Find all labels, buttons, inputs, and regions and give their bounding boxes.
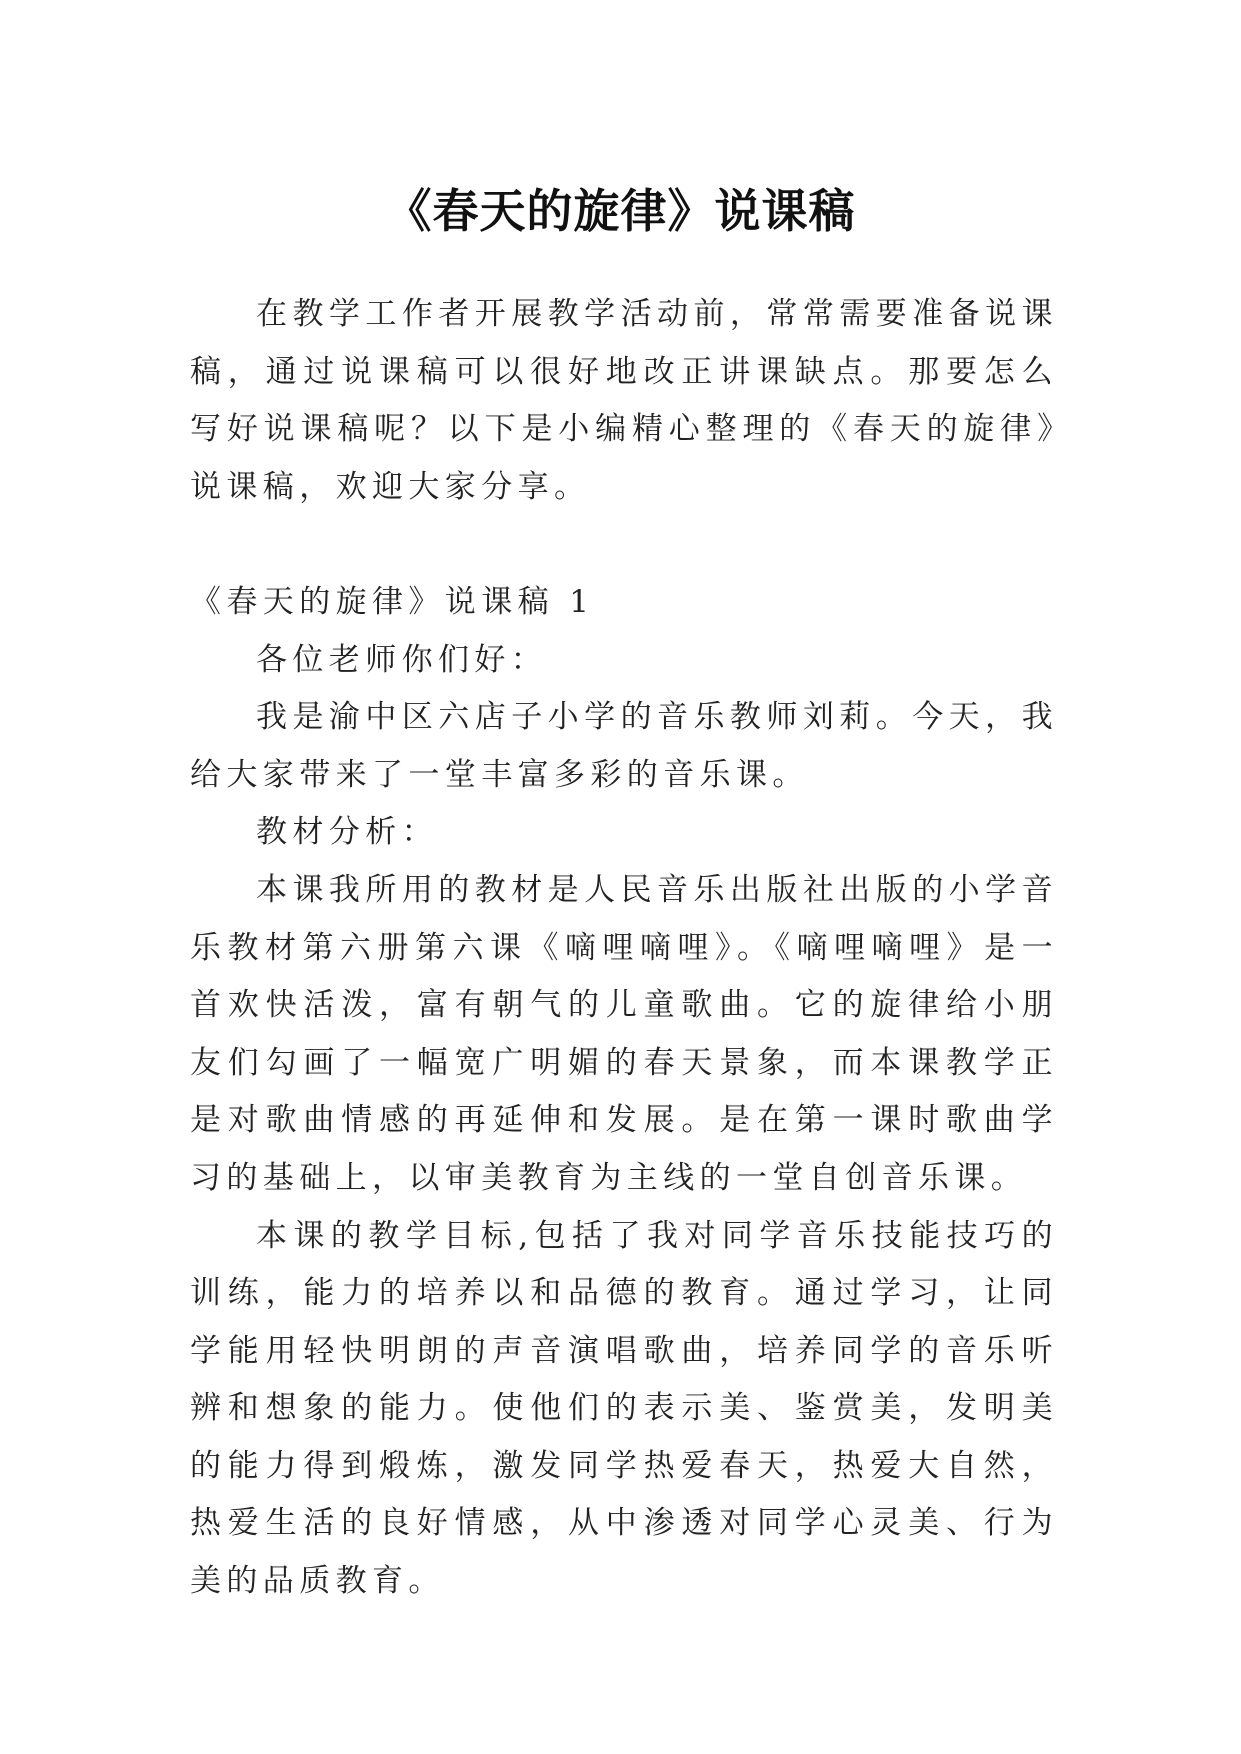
textbook-analysis-heading: 教材分析： <box>256 814 438 851</box>
greeting-paragraph: 各位老师你们好： <box>256 641 548 678</box>
self-introduction-paragraph: 我是渝中区六店子小学的音乐教师刘莉。今天，我给大家带来了一堂丰富多彩的音乐课。 <box>190 699 1058 793</box>
teaching-goals-paragraph: 本课的教学目标,包括了我对同学音乐技能技巧的训练，能力的培养以和品德的教育。通过学习，让同学能用轻快明朗的声音演唱歌曲，培养同学的音乐听辨和想象的能力。使他们的表示美、鉴赏美，发明美的能力得到煅炼，激发同学热爱春天，热爱大自然，热爱生活的良好情感，从中渗透对同学心灵美、行为美的品质教育。 <box>190 1217 1058 1600</box>
textbook-analysis-paragraph: 本课我所用的教材是人民音乐出版社出版的小学音乐教材第六册第六课《嘀哩嘀哩》。《嘀哩嘀哩》是一首欢快活泼，富有朝气的儿童歌曲。它的旋律给小朋友们勾画了一幅宽广明媚的春天景象，而本课教学正是对歌曲情感的再延伸和发展。是在第一课时歌曲学习的基础上，以审美教育为主线的一堂自创音乐课。 <box>190 871 1058 1196</box>
document-title: 《春天的旋律》说课稿 <box>385 183 856 238</box>
document-body <box>190 286 1058 1611</box>
section-heading: 《春天的旋律》说课稿 1 <box>190 583 595 620</box>
intro-paragraph: 在教学工作者开展教学活动前，常常需要准备说课稿，通过说课稿可以很好地改正讲课缺点。那要怎么写好说课稿呢？以下是小编精心整理的《春天的旋律》说课稿，欢迎大家分享。 <box>190 296 1058 505</box>
